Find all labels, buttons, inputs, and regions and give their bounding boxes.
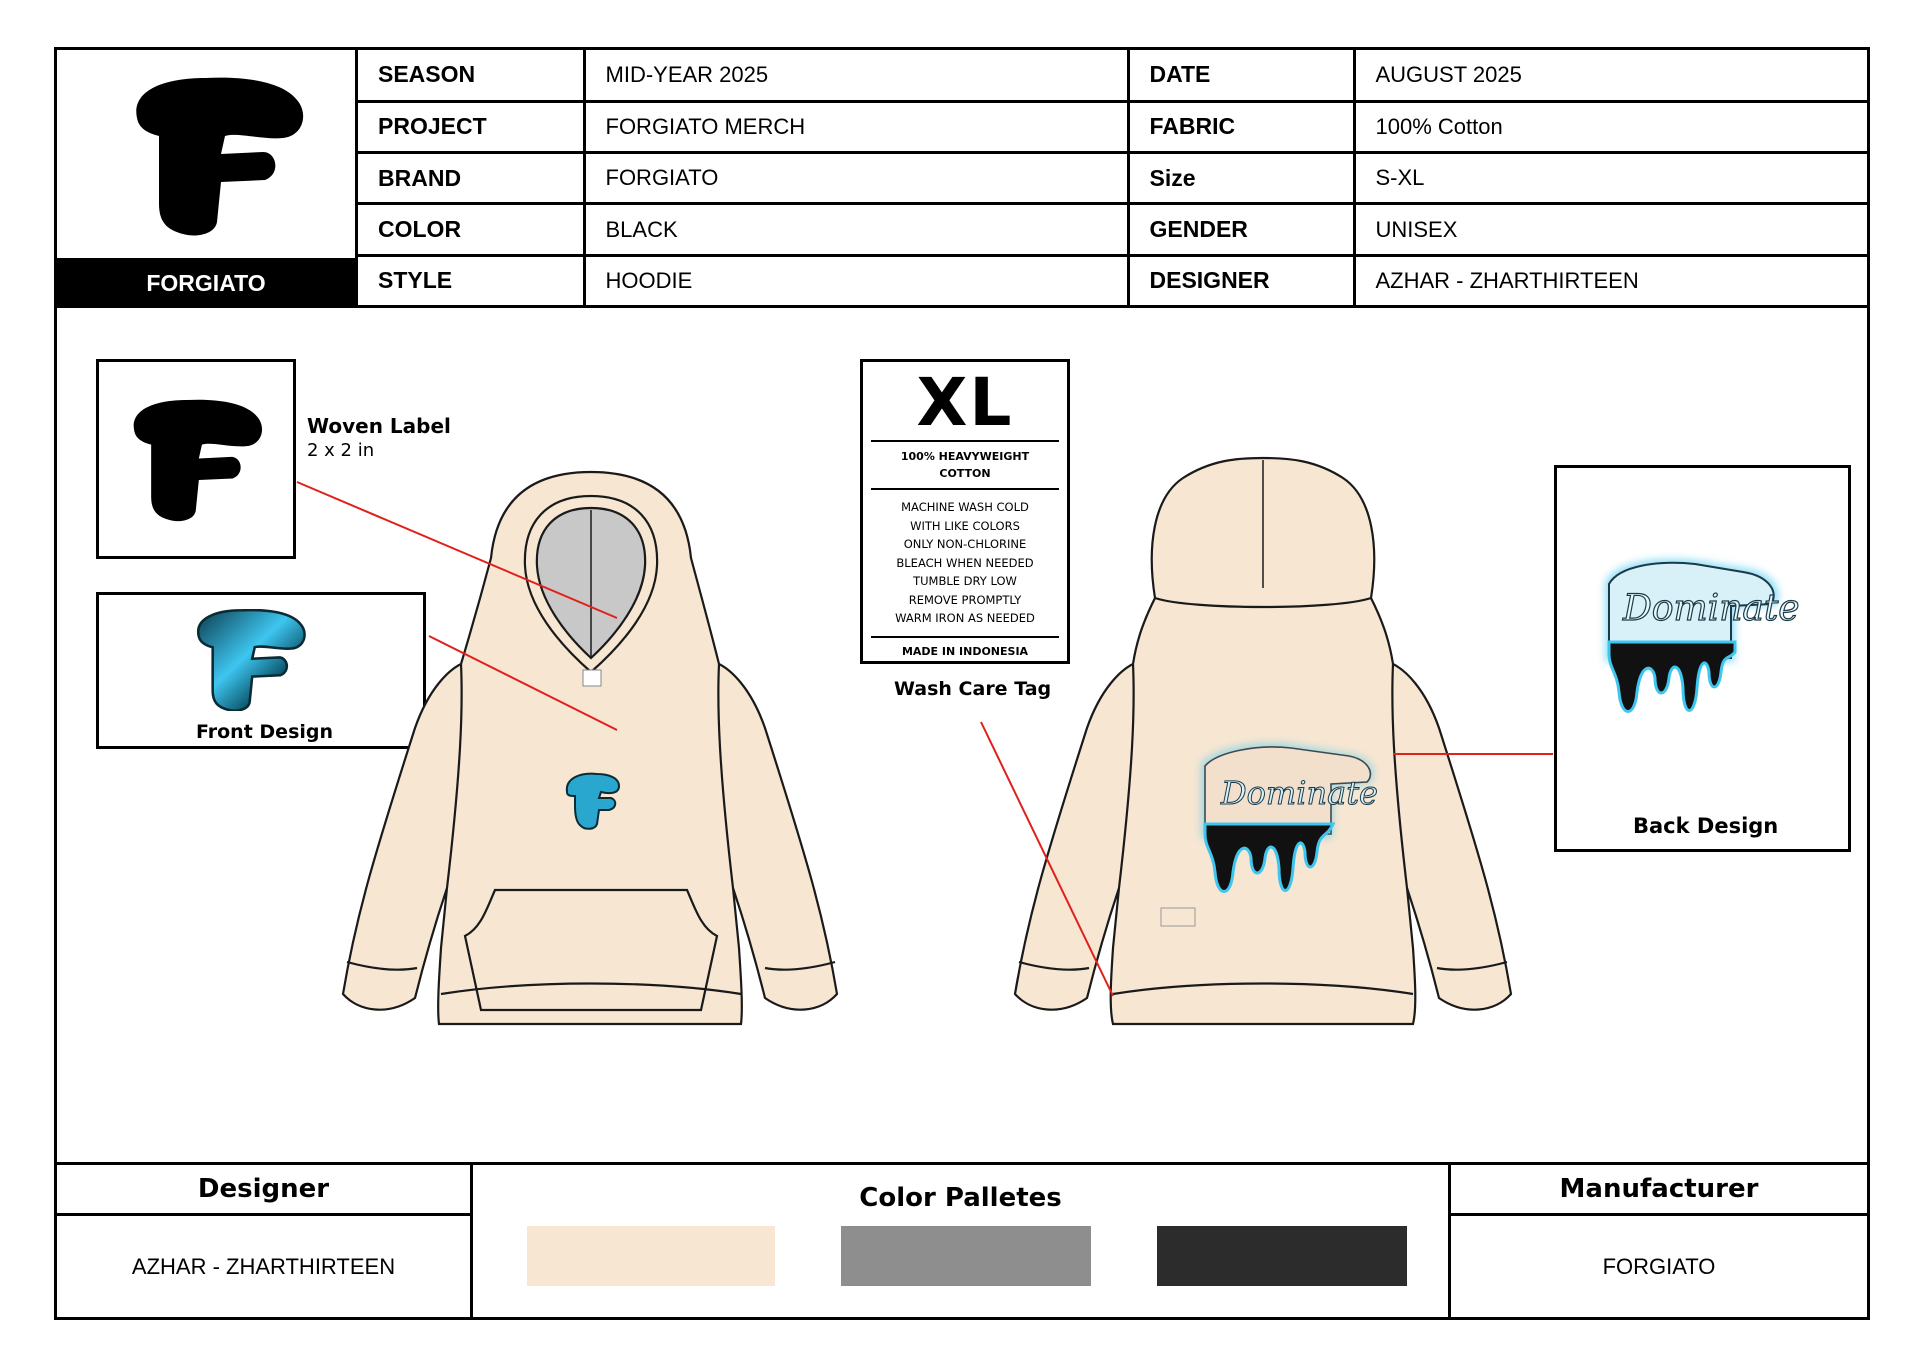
spec-table [358, 50, 1867, 308]
palette-swatch-3 [1157, 1226, 1407, 1286]
woven-label-box [96, 359, 296, 559]
spec-key: Size [1128, 153, 1354, 204]
front-design-art [191, 609, 307, 711]
care-line: WITH LIKE COLORS [910, 518, 1020, 533]
spec-row [358, 50, 1867, 101]
back-art-text: Dominate [1623, 588, 1800, 629]
brand-logo-panel [57, 50, 358, 308]
spec-row [358, 153, 1867, 204]
tag-size-label: XL [916, 364, 1014, 441]
back-design-title: Back Design [1633, 814, 1779, 838]
wash-tag-caption: Wash Care Tag [894, 678, 1052, 700]
woven-label-size: 2 x 2 in [307, 440, 375, 461]
footer-manufacturer-value: FORGIATO [1602, 1253, 1716, 1279]
spec-row [358, 101, 1867, 152]
spec-key: BRAND [358, 153, 584, 204]
svg-text:Dominate: Dominate [1221, 774, 1378, 812]
spec-key: FABRIC [1128, 101, 1354, 152]
care-line: BLEACH WHEN NEEDED [896, 555, 1034, 570]
spec-value: MID-YEAR 2025 [584, 50, 1128, 101]
footer-manufacturer-label: Manufacturer [1451, 1165, 1867, 1216]
spec-key: GENDER [1128, 204, 1354, 255]
hoodie-front-illustration [329, 438, 869, 1028]
care-line: TUMBLE DRY LOW [913, 574, 1017, 588]
back-design-box [1554, 465, 1851, 852]
woven-label-title: Woven Label [307, 414, 451, 438]
spec-row [358, 204, 1867, 255]
hoodie-back-illustration [1001, 438, 1541, 1028]
spec-value: AUGUST 2025 [1354, 50, 1867, 101]
spec-value: BLACK [584, 204, 1128, 255]
spec-key: PROJECT [358, 101, 584, 152]
spec-row [358, 255, 1867, 306]
spec-key: SEASON [358, 50, 584, 101]
footer-designer-label: Designer [57, 1165, 470, 1216]
footer-manufacturer-cell [1451, 1165, 1867, 1320]
spec-value: UNISEX [1354, 204, 1867, 255]
front-design-title: Front Design [196, 721, 334, 743]
footer-palette-label: Color Palletes [859, 1183, 1062, 1213]
tech-pack-sheet [54, 47, 1870, 1320]
forgiato-f-logo [125, 76, 307, 236]
header-divider [57, 305, 1867, 308]
spec-value: FORGIATO [584, 153, 1128, 204]
spec-key: COLOR [358, 204, 584, 255]
spec-value: S-XL [1354, 153, 1867, 204]
care-line: REMOVE PROMPTLY [908, 592, 1022, 607]
spec-value: FORGIATO MERCH [584, 101, 1128, 152]
palette-swatch-2 [841, 1226, 1091, 1286]
spec-key: DESIGNER [1128, 255, 1354, 306]
spec-value: HOODIE [584, 255, 1128, 306]
tag-material: 100% HEAVYWEIGHT COTTON [900, 450, 1030, 480]
back-design-art [1585, 542, 1825, 742]
spec-value: AZHAR - ZHARTHIRTEEN [1354, 255, 1867, 306]
spec-key: STYLE [358, 255, 584, 306]
spec-key: DATE [1128, 50, 1354, 101]
care-line: WARM IRON AS NEEDED [895, 611, 1035, 625]
footer-designer-value: AZHAR - ZHARTHIRTEEN [131, 1253, 396, 1279]
care-line: MACHINE WASH COLD [901, 500, 1029, 514]
woven-label-logo-icon [125, 398, 265, 522]
spec-value: 100% Cotton [1354, 101, 1867, 152]
palette-swatch-1 [527, 1226, 775, 1286]
tag-origin: MADE IN INDONESIA [901, 644, 1029, 658]
care-line: ONLY NON-CHLORINE [903, 537, 1027, 551]
footer-designer-cell [57, 1165, 473, 1320]
brand-name-bar: FORGIATO [57, 258, 355, 308]
